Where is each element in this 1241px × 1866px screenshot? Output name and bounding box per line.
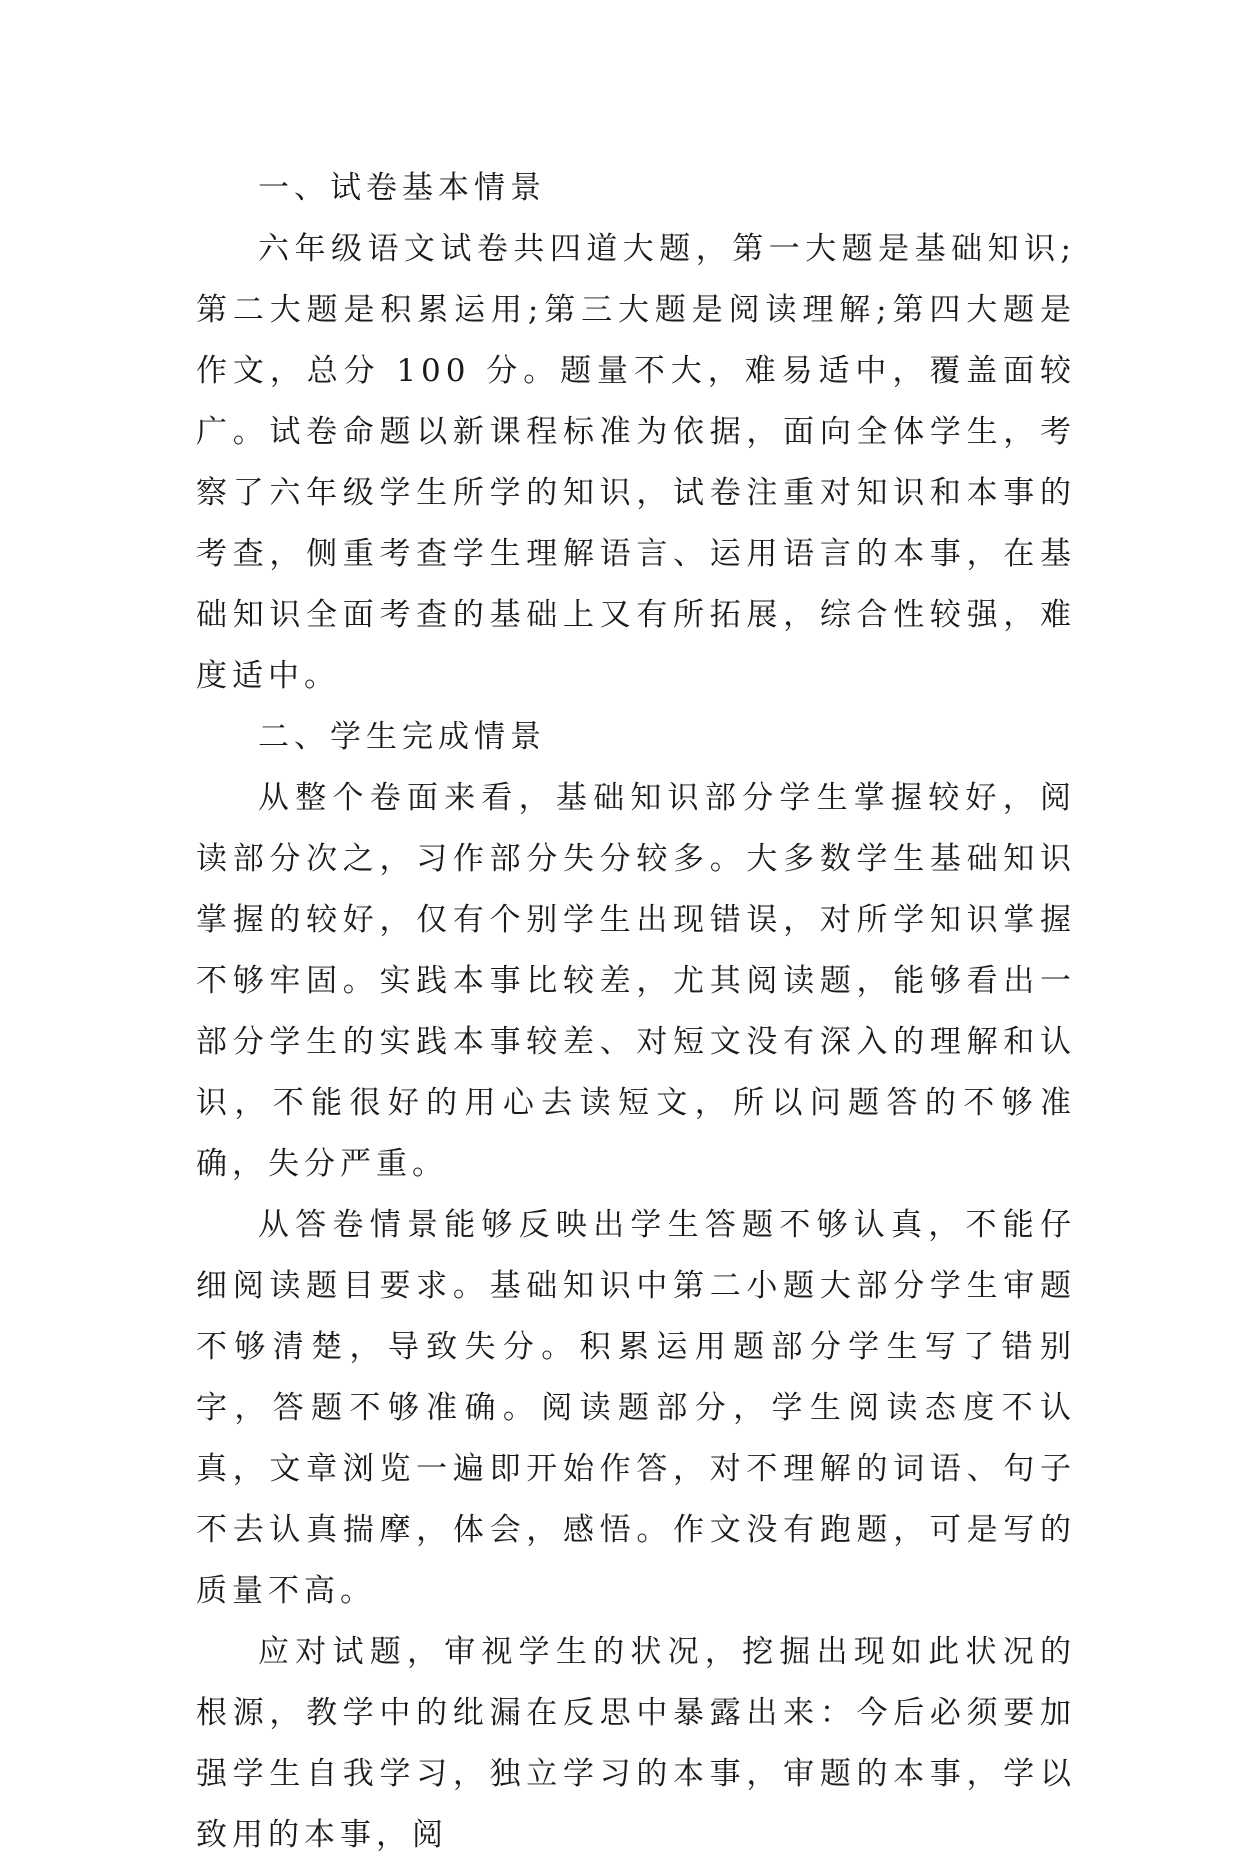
section-heading-basic-situation: 一、试卷基本情景 [258, 170, 546, 206]
section-heading-student-completion: 二、学生完成情景 [258, 719, 546, 755]
paragraph: 六年级语文试卷共四道大题，第一大题是基础知识;第二大题是积累运用;第三大题是阅读理解;第四大题是作文，总分 100 分。题量不大，难易适中，覆盖面较广。试卷命题以新课程标准为依据，面向全体学生，考察了六年级学生所学的知识，试卷注重对知识和本事的考查，侧重考查学生理解语言、运用语言的本事，在基础知识全面考查的基础上又有所拓展，综合性较强，难度适中。 [196, 231, 1076, 694]
document-body [196, 158, 1076, 1866]
paragraph: 从整个卷面来看，基础知识部分学生掌握较好，阅读部分次之，习作部分失分较多。大多数学生基础知识掌握的较好，仅有个别学生出现错误，对所学知识掌握不够牢固。实践本事比较差，尤其阅读题，能够看出一部分学生的实践本事较差、对短文没有深入的理解和认识，不能很好的用心去读短文，所以问题答的不够准确，失分严重。 [196, 780, 1076, 1182]
paragraph: 应对试题，审视学生的状况，挖掘出现如此状况的根源，教学中的纰漏在反思中暴露出来：今后必须要加强学生自我学习，独立学习的本事，审题的本事，学以致用的本事，阅 [196, 1634, 1076, 1853]
paragraph: 从答卷情景能够反映出学生答题不够认真，不能仔细阅读题目要求。基础知识中第二小题大部分学生审题不够清楚，导致失分。积累运用题部分学生写了错别字，答题不够准确。阅读题部分，学生阅读态度不认真，文章浏览一遍即开始作答，对不理解的词语、句子不去认真揣摩，体会，感悟。作文没有跑题，可是写的质量不高。 [196, 1207, 1076, 1609]
